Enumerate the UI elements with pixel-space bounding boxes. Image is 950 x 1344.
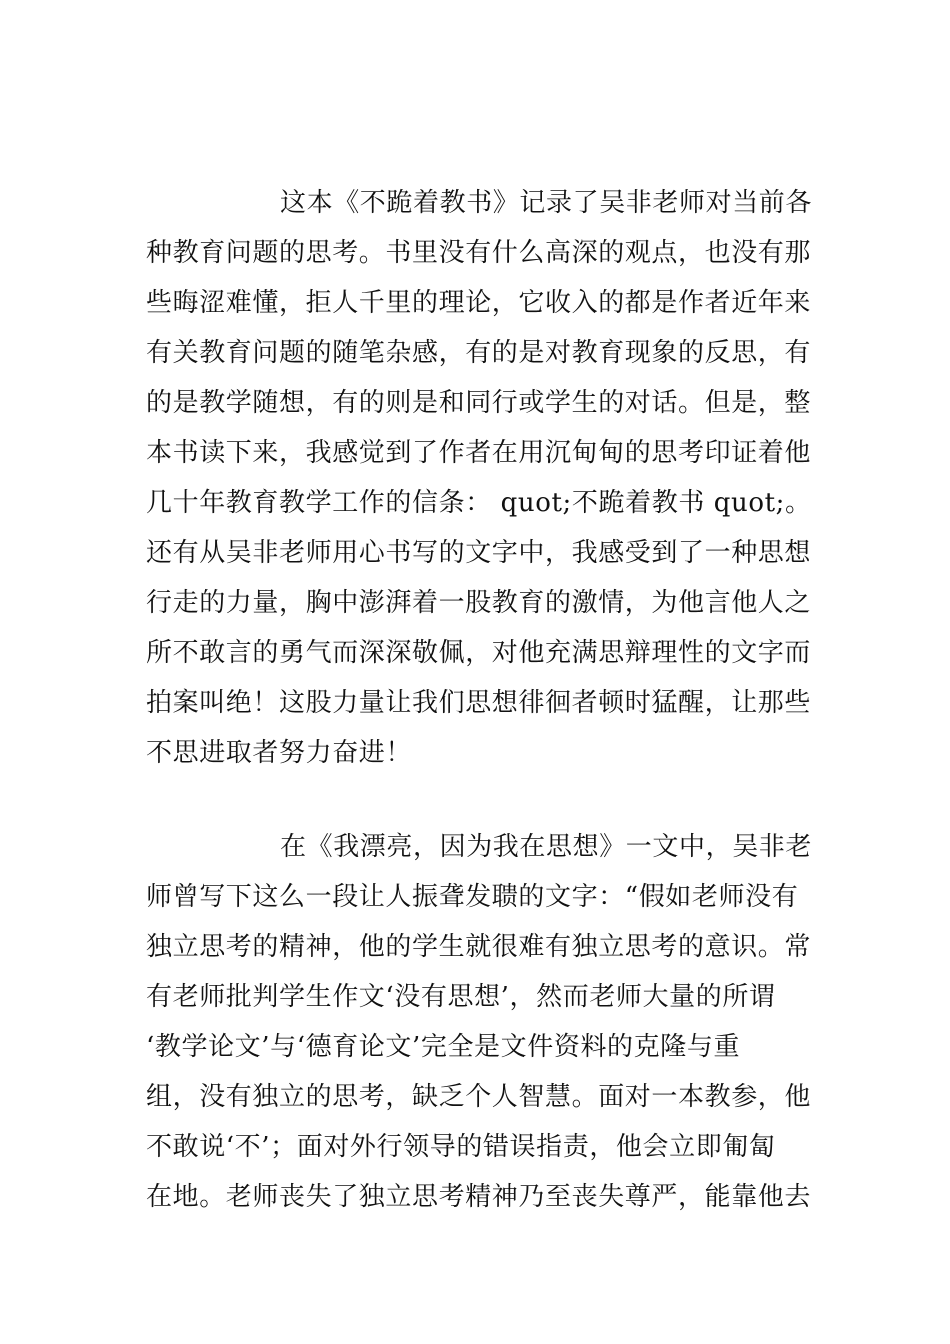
text-line: 行走的力量，胸中澎湃着一股教育的激情，为他言他人之 xyxy=(146,588,812,618)
text-line: 拍案叫绝！这股力量让我们思想徘徊者顿时猛醒，让那些 xyxy=(146,688,812,718)
text-line: 有关教育问题的随笔杂感，有的是对教育现象的反思，有 xyxy=(146,338,812,368)
text-line: 有老师批判学生作文‘没有思想’，然而老师大量的所谓 xyxy=(146,982,776,1012)
text-line: 本书读下来，我感觉到了作者在用沉甸甸的思考印证着他 xyxy=(146,438,812,468)
text-line: 不思进取者努力奋进！ xyxy=(146,738,413,768)
text-line: 在地。老师丧失了独立思考精神乃至丧失尊严，能靠他去 xyxy=(146,1182,812,1212)
text-line: 独立思考的精神，他的学生就很难有独立思考的意识。常 xyxy=(146,932,812,962)
paragraph-2 xyxy=(146,822,813,1222)
text-line: 的是教学随想，有的则是和同行或学生的对话。但是，整 xyxy=(146,388,812,418)
text-line: 还有从吴非老师用心书写的文字中，我感受到了一种思想 xyxy=(146,538,812,568)
text-line: 在《我漂亮，因为我在思想》一文中，吴非老 xyxy=(280,832,813,862)
text-line: 些晦涩难懂，拒人千里的理论，它收入的都是作者近年来 xyxy=(146,288,812,318)
text-line: 师曾写下这么一段让人振聋发聩的文字：“假如老师没有 xyxy=(146,882,799,912)
text-line: 几十年教育教学工作的信条： quot;不跪着教书 quot;。 xyxy=(146,488,812,518)
text-line: 种教育问题的思考。书里没有什么高深的观点，也没有那 xyxy=(146,238,812,268)
text-line: ‘教学论文’与‘德育论文’完全是文件资料的克隆与重 xyxy=(146,1032,741,1062)
paragraph-1 xyxy=(146,178,813,778)
text-line: 不敢说‘不’；面对外行领导的错误指责，他会立即匍匐 xyxy=(146,1132,776,1162)
text-line: 组，没有独立的思考，缺乏个人智慧。面对一本教参，他 xyxy=(146,1082,812,1112)
text-line: 所不敢言的勇气而深深敬佩，对他充满思辩理性的文字而 xyxy=(146,638,812,668)
text-line: 这本《不跪着教书》记录了吴非老师对当前各 xyxy=(280,188,813,218)
